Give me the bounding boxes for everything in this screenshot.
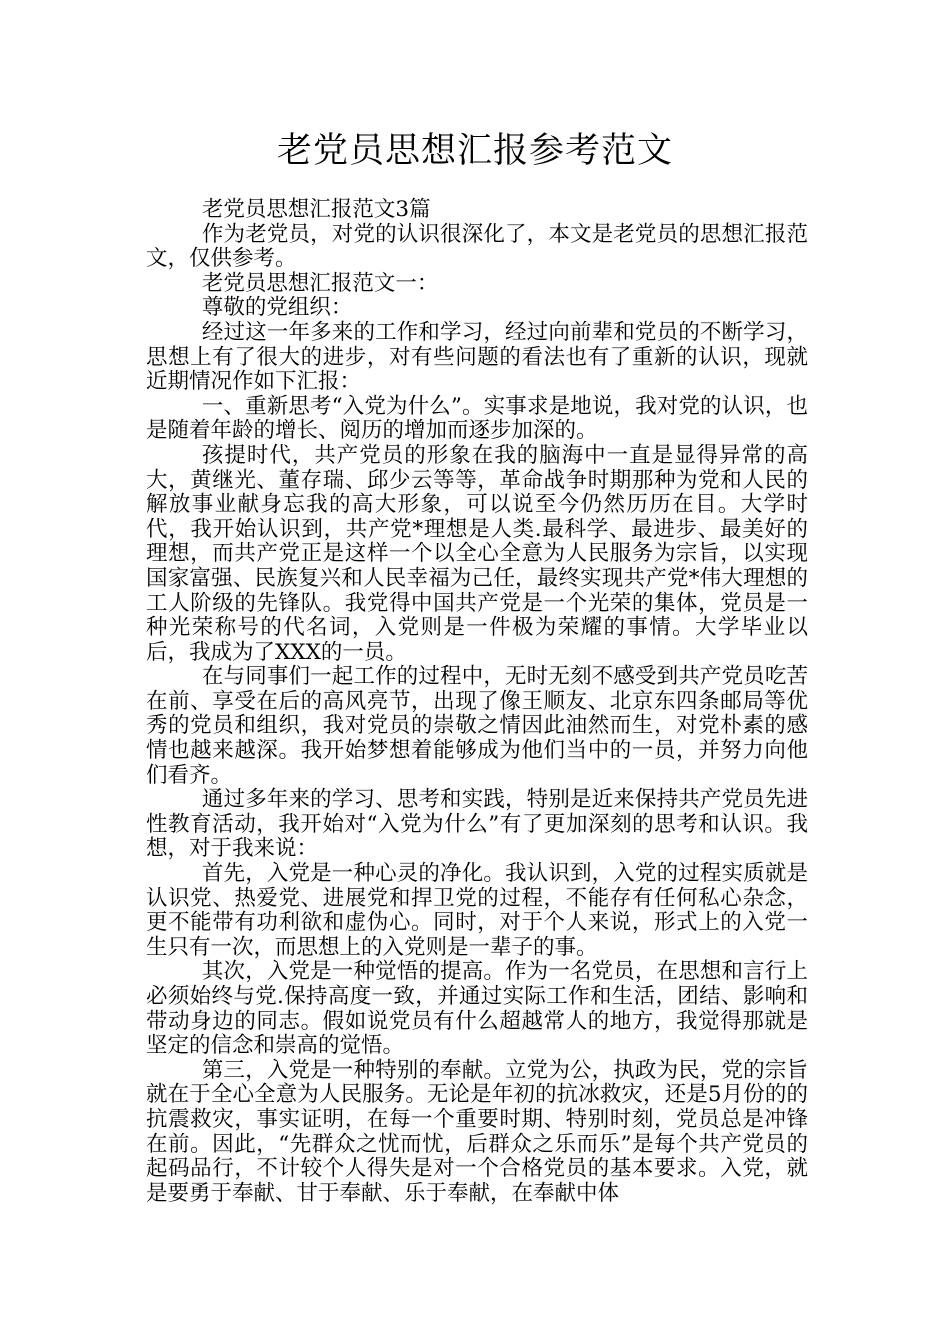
paragraph: 一、重新思考“入党为什么”。实事求是地说，我对党的认识，也是随着年龄的增长、阅历的增加而逐步加深的。 <box>146 393 808 444</box>
paragraph: 通过多年来的学习、思考和实践，特别是近来保持共产党员先进性教育活动，我开始对“入党为什么”有了更加深刻的思考和认识。我想，对于我来说： <box>146 787 808 862</box>
document-title: 老党员思想汇报参考范文 <box>276 131 673 171</box>
paragraph-salutation: 尊敬的党组织： <box>201 295 353 321</box>
paragraph-intro: 作为老党员，对党的认识很深化了，本文是老党员的思想汇报范文，仅供参考。 <box>146 221 808 272</box>
document-body <box>146 198 808 1206</box>
paragraph: 首先，入党是一种心灵的净化。我认识到，入党的过程实质就是认识党、热爱党、进展党和捍卫党的过程，不能存有任何私心杂念，更不能带有功利欲和虚伪心。同时，对于个人来说，形式上的入党一生只有一次，而思想上的入党则是一辈子的事。 <box>146 861 808 960</box>
paragraph: 在与同事们一起工作的过程中，无时无刻不感受到共产党员吃苦在前、享受在后的高风亮节，出现了像王顺友、北京东四条邮局等优秀的党员和组织，我对党员的崇敬之情因此油然而生，对党朴素的感情也越来越深。我开始梦想着能够成为他们当中的一员，并努力向他们看齐。 <box>146 664 808 788</box>
paragraph: 孩提时代，共产党员的形象在我的脑海中一直是显得异常的高大，黄继光、董存瑞、邱少云等等，革命战争时期那种为党和人民的解放事业献身忘我的高大形象，可以说至今仍然历历在目。大学时代，我开始认识到，共产党*理想是人类.最科学、最进步、最美好的理想，而共产党正是这样一个以全心全意为人民服务为宗旨，以实现国家富强、民族复兴和人民幸福为己任，最终实现共产党*伟大理想的工人阶级的先锋队。我党得中国共产党是一个光荣的集体，党员是一种光荣称号的代名词，入党则是一件极为荣耀的事情。大学毕业以后，我成为了XXX的一员。 <box>146 442 808 665</box>
paragraph: 第三，入党是一种特别的奉献。立党为公，执政为民，党的宗旨就在于全心全意为人民服务。无论是年初的抗冰救灾，还是5月份的的抗震救灾，事实证明，在每一个重要时期、特别时刻，党员总是冲锋在前。因此，“先群众之忧而忧，后群众之乐而乐”是每个共产党员的起码品行，不计较个人得失是对一个合格党员的基本要求。入党，就是要勇于奉献、甘于奉献、乐于奉献，在奉献中体 <box>146 1057 808 1206</box>
paragraph-section-heading: 老党员思想汇报范文一： <box>201 270 439 296</box>
paragraph: 其次，入党是一种觉悟的提高。作为一名党员，在思想和言行上必须始终与党.保持高度一致，并通过实际工作和生活，团结、影响和带动身边的同志。假如说党员有什么超越常人的地方，我觉得那就是坚定的信念和崇高的觉悟。 <box>146 959 808 1059</box>
paragraph: 经过这一年多来的工作和学习，经过向前辈和党员的不断学习，思想上有了很大的进步，对有些问题的看法也有了重新的认识，现就近期情况作如下汇报： <box>146 319 808 395</box>
paragraph-subtitle: 老党员思想汇报范文3篇 <box>201 197 431 222</box>
